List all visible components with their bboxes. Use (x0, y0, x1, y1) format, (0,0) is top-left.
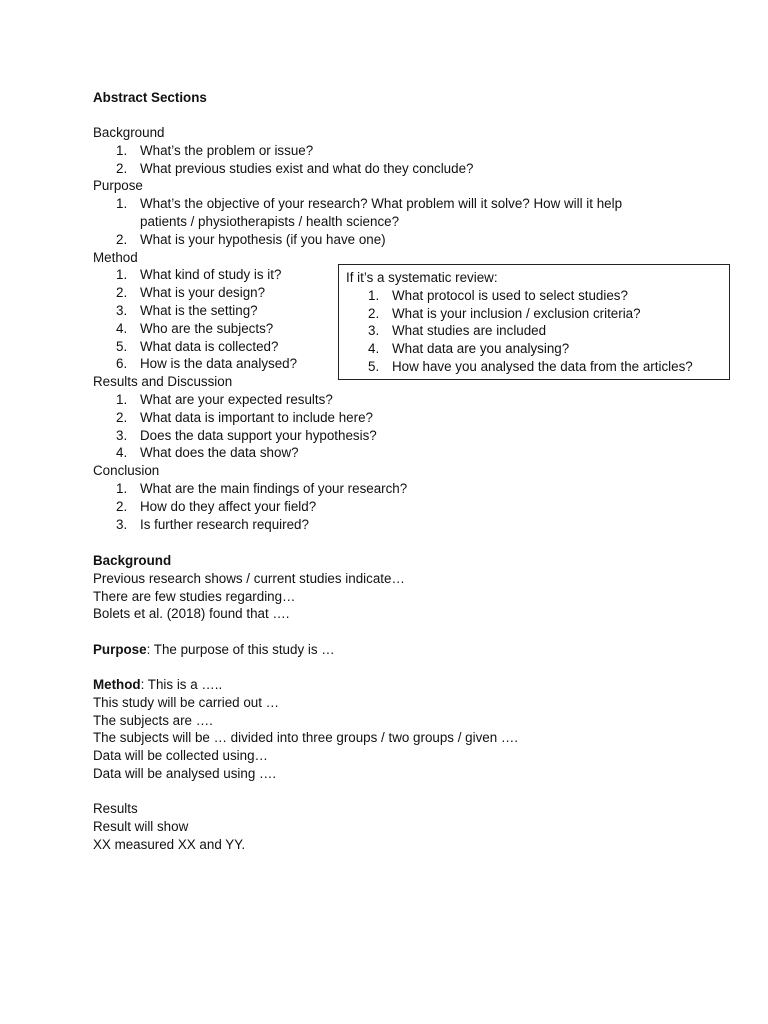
list-item: 4. What does the data show? (116, 445, 299, 461)
section-heading-background: Background (93, 125, 165, 140)
list-item: 1. What are your expected results? (116, 391, 333, 407)
systematic-review-list (346, 287, 729, 376)
template-line: Data will be collected using… (93, 748, 268, 764)
results-discussion-list (93, 391, 693, 462)
conclusion-list (93, 480, 693, 533)
list-item: 4. Who are the subjects? (116, 320, 274, 336)
template-line: Previous research shows / current studies indicate… (93, 570, 405, 586)
template-purpose-text: : The purpose of this study is … (146, 642, 335, 657)
section-heading-results-discussion: Results and Discussion (93, 374, 233, 390)
template-purpose (93, 641, 693, 659)
systematic-review-box (338, 264, 730, 380)
list-item: 3. What studies are included (368, 323, 547, 339)
template-method-first: : This is a ….. (140, 677, 223, 692)
list-item: 5. How have you analysed the data from the articles? (368, 358, 693, 374)
template-background (93, 552, 693, 623)
template-method-label: Method (93, 677, 141, 692)
template-line: The subjects are …. (93, 712, 213, 728)
template-purpose-label: Purpose (93, 642, 147, 657)
list-item: 2. What is your inclusion / exclusion criteria? (368, 305, 641, 321)
template-line: Bolets et al. (2018) found that …. (93, 606, 290, 622)
list-item: 3. Is further research required? (116, 516, 309, 532)
document-title: Abstract Sections (93, 90, 207, 105)
list-item: 2. What data is important to include here? (116, 409, 373, 425)
list-item: 1. What’s the problem or issue? (116, 142, 314, 158)
template-line: The subjects will be … divided into three groups / two groups / given …. (93, 730, 518, 746)
list-item: 3. Does the data support your hypothesis? (116, 427, 377, 443)
template-method (93, 676, 693, 783)
purpose-list (93, 195, 693, 248)
template-line: This study will be carried out … (93, 694, 280, 710)
template-background-label: Background (93, 553, 172, 568)
list-item: 1. What’s the objective of your research? What problem will it solve? How will it help patients / physiotherapists / health science? (116, 196, 623, 229)
background-list (93, 142, 693, 178)
systematic-review-heading: If it’s a systematic review: (346, 270, 498, 285)
list-item: 2. How do they affect your field? (116, 498, 317, 514)
section-heading-conclusion: Conclusion (93, 463, 160, 479)
list-item: 3. What is the setting? (116, 302, 258, 318)
list-item: 5. What data is collected? (116, 338, 279, 354)
template-line: There are few studies regarding… (93, 588, 296, 604)
template-line: Result will show (93, 818, 189, 834)
list-item: 2. What is your design? (116, 285, 266, 301)
list-item: 4. What data are you analysing? (368, 341, 570, 357)
template-results (93, 800, 693, 853)
template-line: XX measured XX and YY. (93, 836, 246, 852)
list-item: 1. What kind of study is it? (116, 267, 282, 283)
template-line: Data will be analysed using …. (93, 765, 277, 781)
list-item: 2. What previous studies exist and what do they conclude? (116, 160, 474, 176)
section-heading-method: Method (93, 249, 138, 265)
list-item: 1. What are the main findings of your research? (116, 480, 408, 496)
list-item: 1. What protocol is used to select studies? (368, 287, 628, 303)
list-item: 6. How is the data analysed? (116, 356, 298, 372)
section-heading-purpose: Purpose (93, 178, 143, 194)
template-results-label: Results (93, 801, 138, 816)
list-item: 2. What is your hypothesis (if you have one) (116, 231, 386, 247)
